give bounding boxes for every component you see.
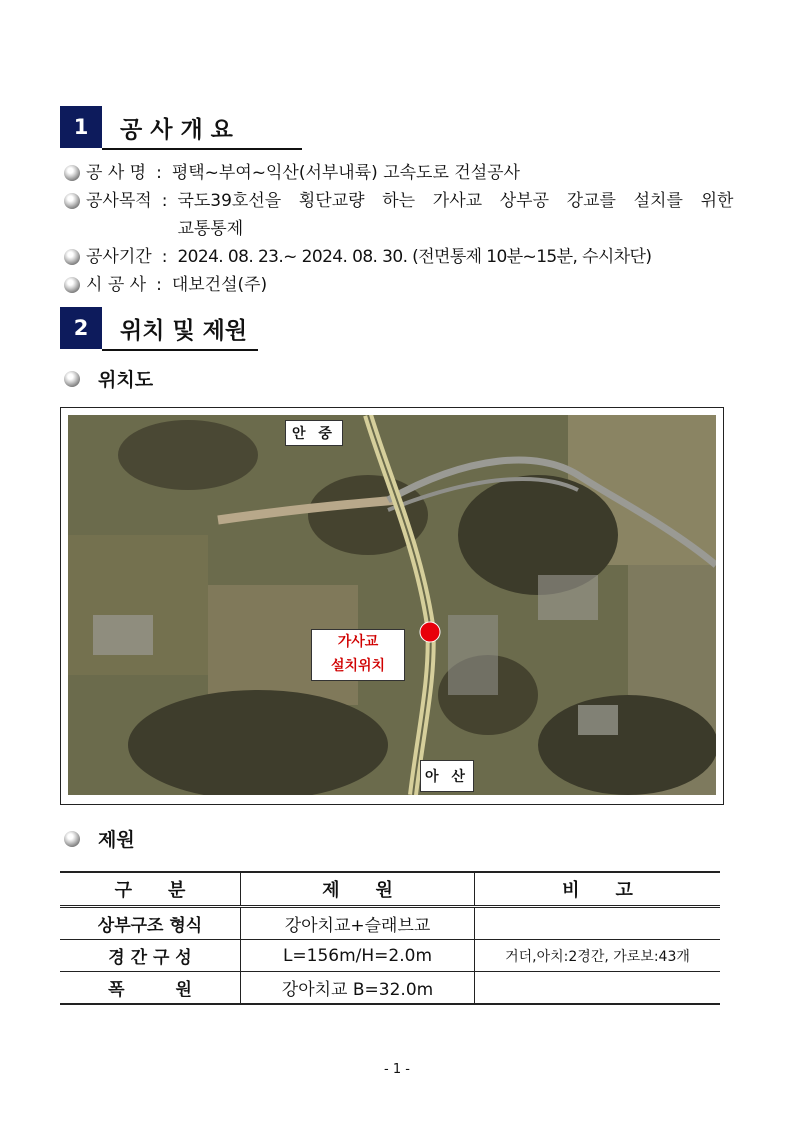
table-cell — [475, 972, 721, 1005]
south-direction-label: 아 산 — [420, 760, 474, 792]
item-value: 국도39호선을 횡단교량 하는 가사교 상부공 강교를 설치를 위한 — [177, 191, 734, 211]
table-cell: 거더,아치:2경간, 가로보:43개 — [475, 940, 721, 972]
item-label: 시 공 사 — [86, 275, 147, 295]
item-value-continued: 교통통제 — [177, 219, 244, 239]
overview-item: 공 사 명 : 평택~부여~익산(서부내륙) 고속도로 건설공사 — [64, 159, 520, 187]
table-cell: 강아치교 B=32.0m — [241, 972, 475, 1005]
item-value: 2024. 08. 23.~ 2024. 08. 30. (전면통제 10분~15분, 수시차단) — [177, 247, 652, 267]
column-header: 비 고 — [475, 872, 721, 907]
site-label-line2: 설치위치 — [330, 658, 386, 674]
table-cell — [475, 907, 721, 940]
location-map-frame — [60, 407, 724, 805]
section-number: 1 — [60, 106, 102, 148]
satellite-map — [68, 415, 716, 795]
table-row — [60, 940, 720, 972]
location-heading-text: 위치도 — [98, 369, 154, 391]
bullet-icon — [64, 371, 80, 387]
location-heading — [64, 365, 153, 392]
bullet-icon — [64, 831, 80, 847]
bullet-icon — [64, 165, 80, 181]
satellite-image — [68, 415, 716, 795]
table-cell: 경 간 구 성 — [60, 940, 241, 972]
item-label: 공사목적 — [86, 191, 152, 211]
page-number: - 1 - — [384, 1062, 410, 1077]
specs-heading-text: 제원 — [98, 829, 135, 851]
table-header-row — [60, 872, 720, 907]
north-direction-label: 안 중 — [285, 420, 343, 446]
bullet-icon — [64, 249, 80, 265]
table-row — [60, 972, 720, 1005]
section-title: 공 사 개 요 — [120, 116, 233, 143]
site-label — [311, 629, 405, 681]
bullet-icon — [64, 277, 80, 293]
overview-item: 시 공 사 : 대보건설(주) — [64, 271, 267, 299]
item-label: 공사기간 — [86, 247, 152, 267]
table-cell: L=156m/H=2.0m — [241, 940, 475, 972]
table-cell: 폭 원 — [60, 972, 241, 1005]
bullet-icon — [64, 193, 80, 209]
column-header: 제 원 — [241, 872, 475, 907]
section-number: 2 — [60, 307, 102, 349]
table-cell: 상부구조 형식 — [60, 907, 241, 940]
item-label: 공 사 명 — [86, 163, 147, 183]
section-2-heading — [60, 307, 247, 349]
table-cell: 강아치교+슬래브교 — [241, 907, 475, 940]
specs-table — [60, 871, 720, 1005]
section-1-heading — [60, 106, 233, 148]
specs-heading — [64, 825, 135, 852]
site-marker — [420, 622, 440, 642]
overview-item: 공사기간 : 2024. 08. 23.~ 2024. 08. 30. (전면통제 10분~15분, 수시차단) — [64, 243, 651, 271]
column-header: 구 분 — [60, 872, 241, 907]
overview-item: 공사목적 : 국도39호선을 횡단교량 하는 가사교 상부공 강교를 설치를 위한 교통통제 — [64, 187, 733, 243]
section-title: 위치 및 제원 — [120, 317, 248, 344]
table-row — [60, 907, 720, 940]
item-value: 대보건설(주) — [171, 275, 268, 295]
item-value: 평택~부여~익산(서부내륙) 고속도로 건설공사 — [171, 163, 520, 183]
site-label-line1: 가사교 — [337, 634, 379, 650]
